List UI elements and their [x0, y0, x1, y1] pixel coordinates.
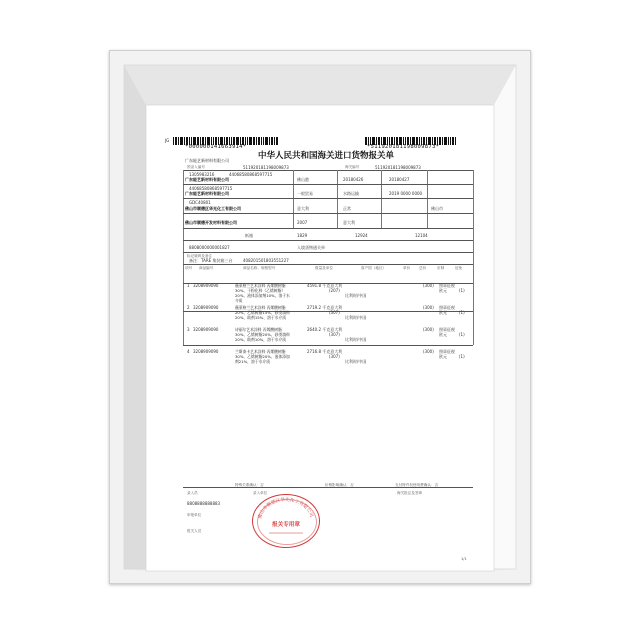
col-rule [381, 170, 382, 228]
footer-declare-unit: 申报单位 [187, 513, 202, 517]
agent-name: 佛山市顺德区华光化工有限公司 [185, 206, 241, 211]
item-qty-code: (207) [329, 288, 340, 293]
net-weight: 12104 [415, 233, 428, 238]
item-qty: 4591.8 千克意大利 [307, 283, 343, 288]
item-code: 3208909090 [193, 327, 219, 332]
cert-no: 8808000000001827 [189, 245, 230, 250]
item-no: 2 [187, 305, 190, 310]
rule [183, 311, 473, 312]
label-customs-no: 海关编号 [345, 165, 360, 169]
footer-entry-id: 8808888888883 [187, 501, 221, 506]
item-qty-code: (307) [329, 354, 340, 359]
table-head-price: 单价 [403, 266, 411, 270]
col-rule [293, 170, 294, 228]
rule [183, 170, 473, 171]
document-title: 中华人民共和国海关进口货物报关单 [258, 151, 395, 161]
col-rule [183, 170, 184, 345]
box-no: 2007 [297, 220, 308, 225]
footer-royalty: 支付特许权使用费确认：否 [395, 483, 439, 487]
owner-name: 佛山市顺德开发材料有限公司 [185, 220, 237, 225]
item-currency: 欧元 [439, 288, 447, 293]
table-head-exempt: 征免 [455, 266, 463, 270]
rule [183, 252, 473, 253]
item-origin: 比利时/中国 [345, 293, 367, 298]
item-duty: 照章征税 [439, 283, 455, 288]
item-currency: 欧元 [439, 354, 447, 359]
item-name: 薇莱格兰艺术涂料 丙烯酸树脂20%、乙烯树脂15%、砂类填料20%、助剂15%、溶于水介质 [235, 305, 290, 320]
item-qty-code: (307) [329, 310, 340, 315]
table-head-origin: 原产国（地区） [361, 266, 387, 270]
item-no: 3 [187, 327, 190, 332]
rule [183, 213, 473, 214]
table-head-name: 商品名称、规格型号 [243, 266, 276, 270]
consignee-num: 44068580868597715 [229, 172, 273, 177]
page-number: 1/1 [461, 557, 467, 561]
item-name: 薇莱格兰艺术涂料 丙烯酸树脂30%、干粉化料（乙烯树脂）20%、液体添加剂10%，溶于水介质 [235, 283, 290, 303]
item-currency: 欧元 [439, 332, 447, 337]
footer-customs-exam: 海关批注及签章 [397, 491, 423, 495]
item-duty: 照章征税 [439, 327, 455, 332]
rule [183, 228, 473, 229]
declare-date: 20180426 [343, 177, 364, 182]
rule [183, 240, 473, 241]
item-qty: 2716.8 千克意大利 [307, 349, 343, 354]
item-origin: 比利时/中国 [345, 359, 367, 364]
svg-text:佛山市顺德区华光化工有限公司: 佛山市顺德区华光化工有限公司 [258, 497, 314, 520]
package-type: 纸箱 [245, 233, 253, 238]
item-n: (1) [459, 332, 465, 337]
item-name: 诗丽尔艺术涂料 丙烯酸树脂30%、乙烯树脂20%、砂类填料20%、助剂10%，溶于水介质 [235, 327, 290, 342]
item-no: 4 [187, 349, 190, 354]
tag-normal: 正常 [343, 206, 351, 211]
item-origin: 比利时/中国 [345, 337, 367, 342]
company-name: 广东能艺新材料有限公司 [185, 158, 229, 163]
footer-special: 特殊关系确认：否 [235, 483, 264, 487]
ship-batch: 408201501803551227 [243, 258, 289, 263]
barcode-left-prefix: JG [165, 138, 170, 143]
value-prerecord: 511920181198009873 [243, 165, 289, 170]
footer-entry-person: 录入员 [187, 491, 198, 495]
item-qty: 2719.2 千克意大利 [307, 305, 343, 310]
footer-customs-officer: 报关人员 [187, 529, 202, 533]
item-qty-code: (307) [329, 332, 340, 337]
table-head-currency: 币制 [437, 266, 445, 270]
rule [183, 345, 473, 346]
hk-number: 2019 0000 0000 [389, 191, 423, 196]
item-qty: 2640.2 千克意大利 [307, 327, 343, 332]
table-head-code: 商品编号 [199, 266, 214, 270]
col-rule [473, 170, 474, 345]
consumer-code: 44068580868597715 [189, 186, 233, 191]
country-origin: 意大利 [297, 206, 309, 211]
item-mark: (300) [423, 305, 434, 310]
item-no: 1 [187, 283, 190, 288]
stamp-label: 报关专用章 [272, 522, 300, 528]
table-head-total: 总价 [419, 266, 427, 270]
item-duty: 照章征税 [439, 305, 455, 310]
item-mark: (300) [423, 349, 434, 354]
barcode-left-text: *000000141663914* [185, 144, 247, 150]
item-code: 3208909090 [193, 305, 219, 310]
item-n: (1) [459, 310, 465, 315]
barcode-right-text: *511920181198009873* [367, 144, 440, 150]
transport-mode: 水路运输 [343, 191, 359, 196]
item-code: 3208909090 [193, 283, 219, 288]
sale-region: 佛山市 [431, 206, 443, 211]
item-duty: 照章征税 [439, 349, 455, 354]
consumer-name: 广东能艺新材料有限公司 [185, 191, 229, 196]
col-rule [337, 170, 338, 228]
customs-seal-stamp [252, 494, 320, 548]
export-port: 佛山港 [297, 177, 309, 182]
table-head-qty: 数量及单位 [315, 266, 333, 270]
table-head-no: 项号 [185, 266, 193, 270]
port-entry: 入境货物通关单 [297, 245, 325, 250]
mark-note: 备注：TARE 集装箱三台 [189, 258, 233, 263]
stamp-arc-text [253, 495, 319, 547]
label-prerecord: 预录入编号 [187, 165, 205, 169]
rule [183, 184, 473, 185]
agent-code: GDC40801 [189, 200, 211, 205]
consignee-code: 1305983216 [189, 172, 215, 177]
trade-mode: 一般贸易 [297, 191, 313, 196]
customs-declaration [165, 137, 478, 567]
consignee-name: 广东能艺新材料有限公司 [185, 177, 229, 182]
item-currency: 欧元 [439, 310, 447, 315]
record-no: 20180427 [389, 177, 410, 182]
col-rule [427, 170, 428, 228]
item-mark: (300) [423, 327, 434, 332]
dest-port: 意大利 [343, 220, 355, 225]
item-n: (1) [459, 354, 465, 359]
item-mark: (300) [423, 283, 434, 288]
item-origin: 比利时/中国 [345, 315, 367, 320]
footer-entry-unit: 录入单位 [253, 491, 268, 495]
item-name: 兰斯泰卡艺术涂料 丙烯酸树脂30%、乙烯树脂20%、液体添加剂21%，溶于水介质 [235, 349, 290, 364]
pieces: 1829 [297, 233, 308, 238]
rule [183, 264, 473, 265]
item-code: 3208909090 [193, 349, 219, 354]
value-customs-no: 511920181198009873 [375, 165, 421, 170]
gross-weight: 12924 [355, 233, 368, 238]
footer-price: 价格影响确认：否 [325, 483, 354, 487]
rule [183, 198, 473, 199]
picture-frame [109, 50, 531, 584]
mark-label: 标记唛码及备注 [187, 254, 213, 258]
item-n: (1) [459, 288, 465, 293]
